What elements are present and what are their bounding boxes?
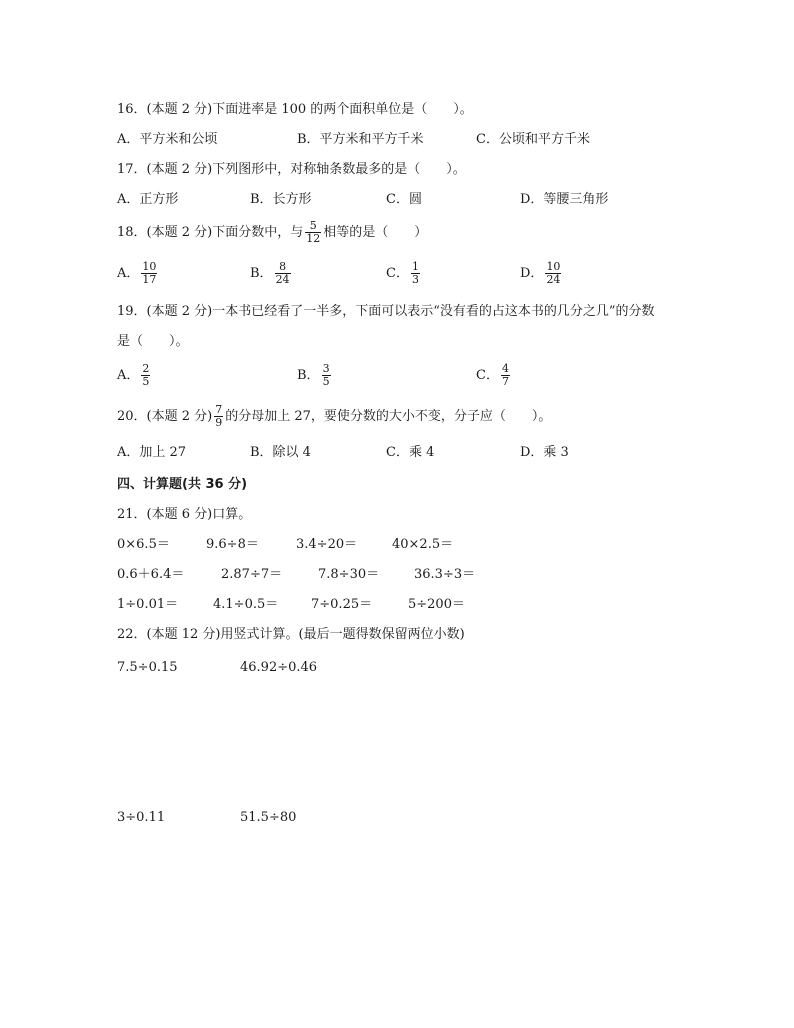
q20-option-a[interactable]: A．加上 27 <box>117 445 187 460</box>
calc-item: 7.8÷30＝ <box>318 567 380 582</box>
calc-item: 7÷0.25＝ <box>311 597 373 612</box>
vertical-calc-item: 51.5÷80 <box>240 810 297 825</box>
q19-option-b[interactable]: B． $\frac{3}{5}$ <box>297 362 330 388</box>
q18-stem-fraction: $\frac{5}{12}$ <box>306 219 321 245</box>
q16-option-c[interactable]: C．公顷和平方千米 <box>476 132 590 147</box>
q18-option-a-fraction: $\frac{10}{17}$ <box>142 260 157 286</box>
q18-option-b[interactable]: B． $\frac{8}{24}$ <box>250 260 290 286</box>
calc-item: 0×6.5＝ <box>117 537 170 552</box>
q20-stem-before: 20．(本题 2 分) <box>117 409 213 424</box>
question-16-stem: 16．(本题 2 分)下面进率是 100 的两个面积单位是（ ）。 <box>117 102 473 117</box>
q18-stem-after: 相等的是（ ） <box>323 225 428 240</box>
question-18-stem <box>117 218 427 248</box>
calc-item: 2.87÷7＝ <box>221 567 283 582</box>
calc-item: 3.4÷20＝ <box>296 537 358 552</box>
q20-stem-after: 的分母加上 27，要使分数的大小不变，分子应（ ）。 <box>225 409 552 424</box>
question-19-stem-line2: 是（ ）。 <box>117 334 189 349</box>
q17-option-d[interactable]: D．等腰三角形 <box>520 192 609 207</box>
vertical-calc-item: 7.5÷0.15 <box>117 660 178 675</box>
q20-option-b[interactable]: B．除以 4 <box>250 445 311 460</box>
calc-item: 4.1÷0.5＝ <box>213 597 279 612</box>
q20-option-c[interactable]: C．乘 4 <box>386 445 435 460</box>
calc-item: 36.3÷3＝ <box>414 567 476 582</box>
question-22-stem: 22．(本题 12 分)用竖式计算。(最后一题得数保留两位小数) <box>117 627 465 642</box>
q18-option-b-fraction: $\frac{8}{24}$ <box>275 260 290 286</box>
q19-option-a[interactable]: A． $\frac{2}{5}$ <box>117 362 150 388</box>
calc-item: 1÷0.01＝ <box>117 597 179 612</box>
q16-option-b[interactable]: B．平方米和平方千米 <box>297 132 424 147</box>
q16-option-a[interactable]: A．平方米和公顷 <box>117 132 218 147</box>
q18-option-a[interactable]: A． $\frac{10}{17}$ <box>117 260 157 286</box>
vertical-calc-item: 46.92÷0.46 <box>240 660 318 675</box>
vertical-calc-item: 3÷0.11 <box>117 810 166 825</box>
q17-option-b[interactable]: B．长方形 <box>250 192 312 207</box>
q18-option-d[interactable]: D． $\frac{10}{24}$ <box>520 260 561 286</box>
q18-option-d-fraction: $\frac{10}{24}$ <box>546 260 561 286</box>
question-19-stem-line1: 19．(本题 2 分)一本书已经看了一半多，下面可以表示“没有看的占这本书的几分之几”的分数 <box>117 304 655 319</box>
calc-item: 9.6÷8＝ <box>206 537 259 552</box>
q19-option-c[interactable]: C． $\frac{4}{7}$ <box>476 362 509 388</box>
calc-item: 40×2.5＝ <box>392 537 454 552</box>
q18-option-c-fraction: $\frac{1}{3}$ <box>411 260 419 286</box>
question-20-stem <box>117 402 551 432</box>
section-4-heading: 四、计算题(共 36 分) <box>117 477 248 492</box>
q19-option-b-fraction: $\frac{3}{5}$ <box>322 362 330 388</box>
calc-item: 5÷200＝ <box>408 597 465 612</box>
question-17-stem: 17．(本题 2 分)下列图形中，对称轴条数最多的是（ ）。 <box>117 162 466 177</box>
q17-option-a[interactable]: A．正方形 <box>117 192 179 207</box>
q19-option-a-fraction: $\frac{2}{5}$ <box>142 362 150 388</box>
question-21-stem: 21．(本题 6 分)口算。 <box>117 507 252 522</box>
q20-stem-fraction: $\frac{7}{9}$ <box>215 403 223 429</box>
q20-option-d[interactable]: D．乘 3 <box>520 445 569 460</box>
calc-item: 0.6＋6.4＝ <box>117 567 185 582</box>
q19-option-c-fraction: $\frac{4}{7}$ <box>501 362 509 388</box>
q18-stem-before: 18．(本题 2 分)下面分数中，与 <box>117 225 304 240</box>
q17-option-c[interactable]: C．圆 <box>386 192 422 207</box>
q18-option-c[interactable]: C． $\frac{1}{3}$ <box>386 260 419 286</box>
